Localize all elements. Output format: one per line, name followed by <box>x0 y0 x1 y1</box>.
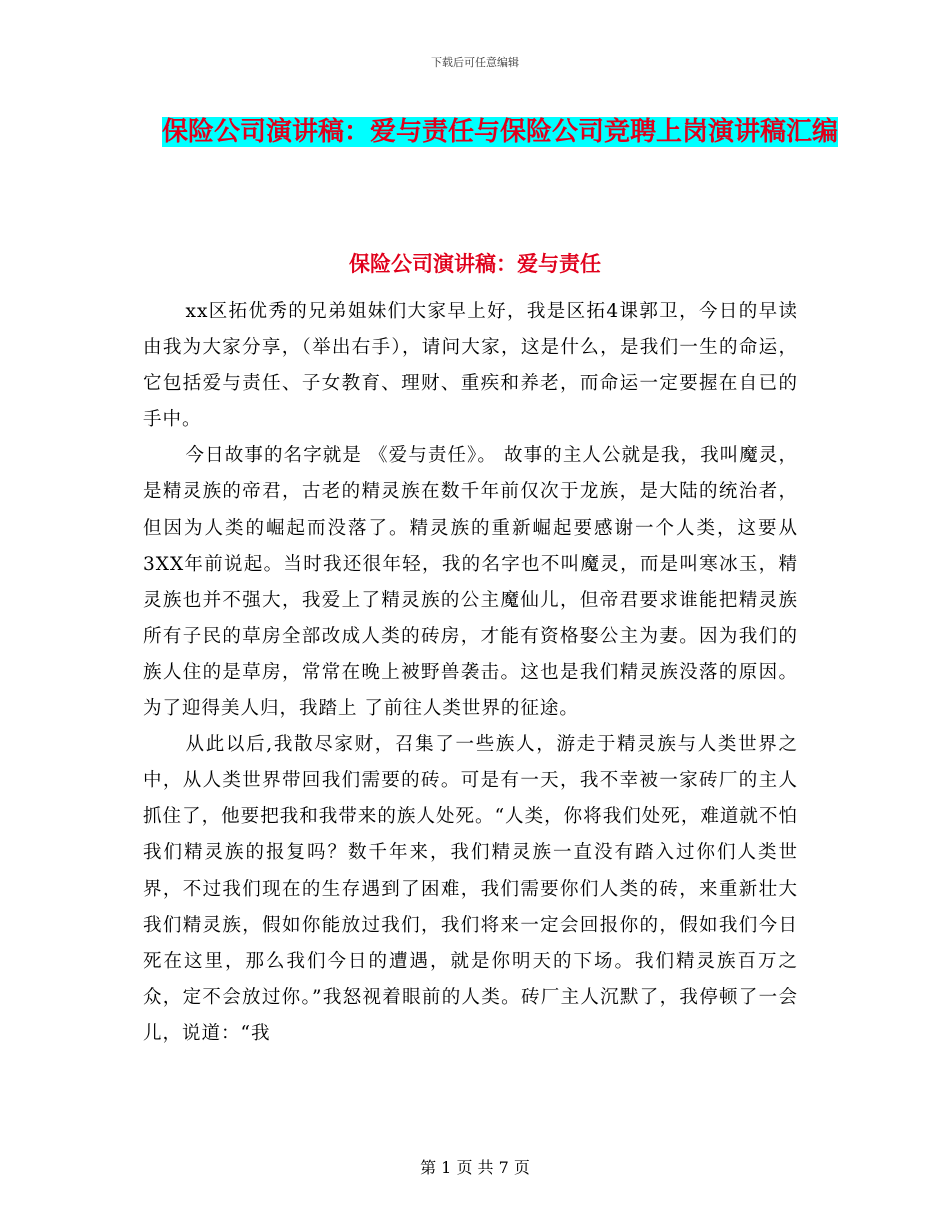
document-title <box>140 108 860 156</box>
paragraph: xx区拓优秀的兄弟姐妹们大家早上好，我是区拓4课郭卫，今日的早读由我为大家分享，（举出右手），请问大家，这是什么，是我们一生的命运，它包括爱与责任、子女教育、理财、重疾和养老，而命运一定要握在自已的手中。 <box>143 301 798 431</box>
page-footer: 第 1 页 共 7 页 <box>420 1158 530 1177</box>
document-body <box>143 294 798 1052</box>
paragraph: 从此以后,我散尽家财，召集了一些族人，游走于精灵族与人类世界之中，从人类世界带回我们需要的砖。可是有一天，我不幸被一家砖厂的主人抓住了，他要把我和我带来的族人处死。“人类，你将我们处死，难道就不怕我们精灵族的报复吗？数千年来，我们精灵族一直没有踏入过你们人类世界，不过我们现在的生存遇到了困难，我们需要你们人类的砖，来重新壮大我们精灵族，假如你能放过我们，我们将来一定会回报你的，假如我们今日死在这里，那么我们今日的遭遇，就是你明天的下场。我们精灵族百万之众，定不会放过你。”我怒视着眼前的人类。砖厂主人沉默了，我停顿了一会儿，说道：“我 <box>143 734 798 1044</box>
document-title-text: 保险公司演讲稿：爱与责任与保险公司竞聘上岗演讲稿汇编 <box>161 117 838 147</box>
header-note: 下载后可任意编辑 <box>431 56 519 69</box>
section-title: 保险公司演讲稿：爱与责任 <box>349 252 601 276</box>
paragraph: 今日故事的名字就是 《爱与责任》。 故事的主人公就是我，我叫魔灵，是精灵族的帝君，古老的精灵族在数千年前仅次于龙族，是大陆的统治者，但因为人类的崛起而没落了。精灵族的重新崛起要感谢一个人类，这要从3XX年前说起。当时我还很年轻，我的名字也不叫魔灵，而是叫寒冰玉，精灵族也并不强大，我爱上了精灵族的公主魔仙儿，但帝君要求谁能把精灵族所有子民的草房全部改成人类的砖房，才能有资格娶公主为妻。因为我们的族人住的是草房，常常在晚上被野兽袭击。这也是我们精灵族没落的原因。为了迎得美人归，我踏上 了前往人类世界的征途。 <box>143 445 798 720</box>
